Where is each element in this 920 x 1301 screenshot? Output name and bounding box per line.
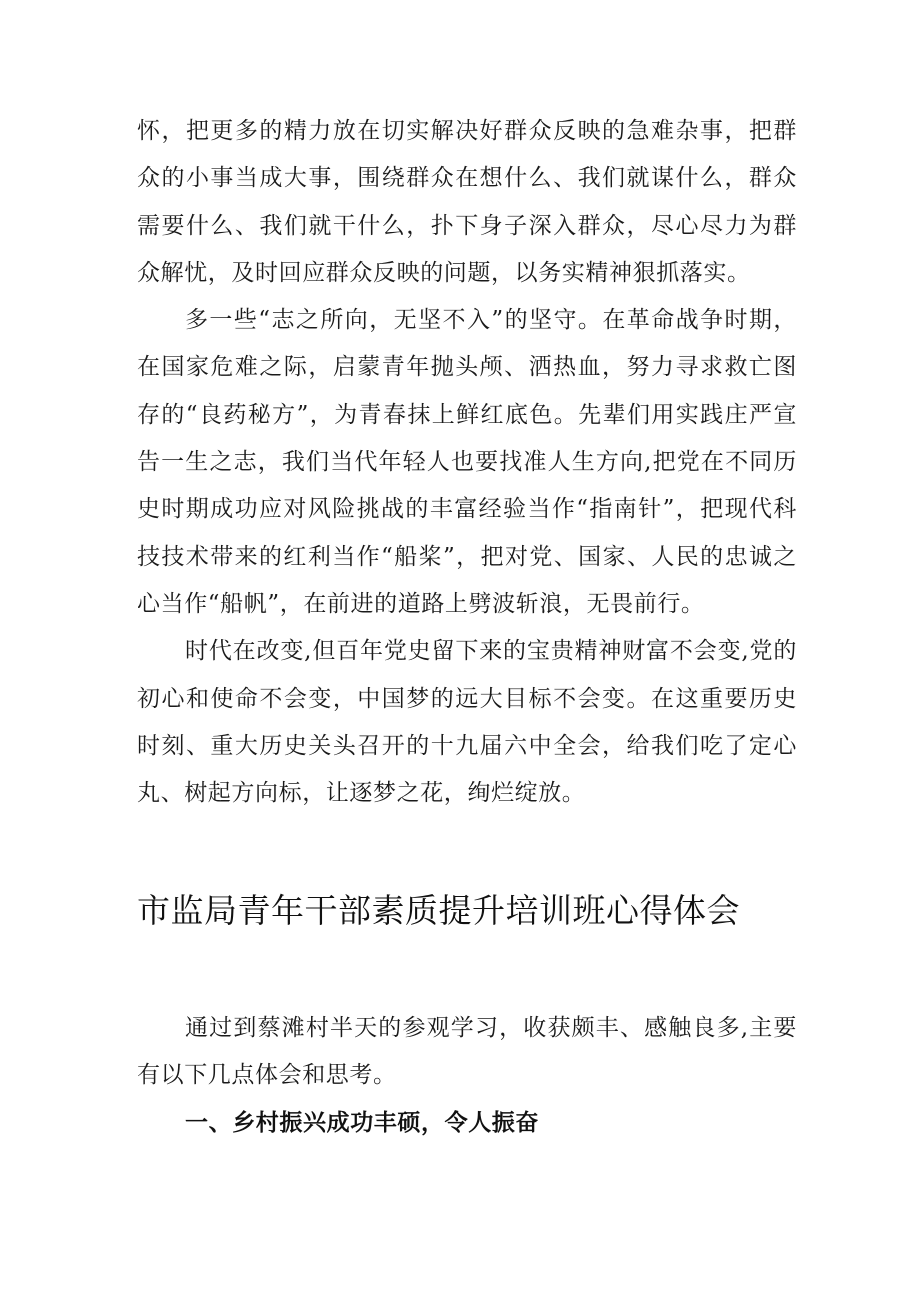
article-title: 市监局青年干部素质提升培训班心得体会 [137, 891, 740, 930]
previous-article-continuation [137, 108, 797, 817]
paragraph-intro: 通过到蔡滩村半天的参观学习，收获颇丰、感触良多,主要有以下几点体会和思考。 [137, 1015, 797, 1089]
paragraph-perseverance: 多一些“志之所向，无坚不入”的坚守。在革命战争时期，在国家危难之际，启蒙青年抛头颅、洒热血，努力寻求救亡图存的“良药秘方”，为青春抹上鲜红底色。先辈们用实践庄严宣告一生之志，我们当代年轻人也要找准人生方向,把党在不同历史时期成功应对风险挑战的丰富经验当作“指南针”，把现代科技技术带来的红利当作“船桨”，把对党、国家、人民的忠诚之心当作“船帆”，在前进的道路上劈波斩浪，无畏前行。 [137, 307, 797, 617]
article-body [137, 1005, 797, 1100]
section-heading-1: 一、乡村振兴成功丰硕，令人振奋 [185, 1110, 539, 1136]
paragraph-continuation: 怀，把更多的精力放在切实解决好群众反映的急难杂事，把群众的小事当成大事，围绕群众在想什么、我们就谋什么，群众需要什么、我们就干什么，扑下身子深入群众，尽心尽力为群众解忧，及时回应群众反映的问题，以务实精神狠抓落实。 [137, 118, 797, 286]
paragraph-conclusion: 时代在改变,但百年党史留下来的宝贵精神财富不会变,党的初心和使命不会变，中国梦的远大目标不会变。在这重要历史时刻、重大历史关头召开的十九届六中全会，给我们吃了定心丸、树起方向标，让逐梦之花，绚烂绽放。 [137, 638, 797, 807]
